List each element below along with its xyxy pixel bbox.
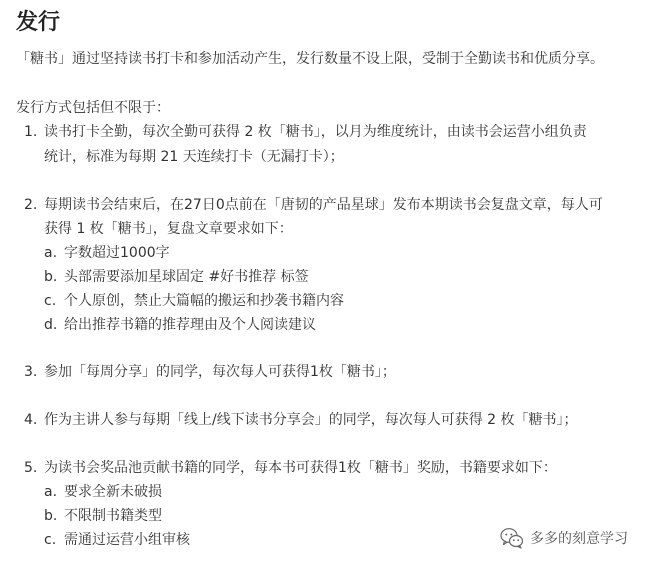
page-title: 发行 bbox=[16, 10, 61, 35]
intro-paragraph: 「糖书」通过坚持读书打卡和参加活动产生，发行数量不设上限，受制于全勤读书和优质分享。 bbox=[16, 51, 604, 67]
list-item-number: 5. bbox=[24, 460, 38, 476]
list-item-text-line: 为读书会奖品池贡献书籍的同学，每本书可获得1枚「糖书」奖励，书籍要求如下： bbox=[44, 460, 557, 476]
list-item-text-line: 统计，标准为每期 21 天连续打卡（无漏打卡）； bbox=[44, 149, 344, 165]
sub-item-text: 给出推荐书籍的推荐理由及个人阅读建议 bbox=[64, 317, 316, 333]
sub-item-text: 字数超过1000字 bbox=[64, 245, 170, 261]
sub-item-text: 不限制书籍类型 bbox=[64, 508, 162, 524]
watermark-text: 多多的刻意学习 bbox=[530, 531, 628, 547]
list-item-text-line: 获得 1 枚「糖书」，复盘文章要求如下： bbox=[44, 221, 293, 237]
sub-item-letter: b. bbox=[44, 508, 58, 524]
sub-item-letter: b. bbox=[44, 269, 58, 285]
sub-item-text: 头部需要添加星球固定 #好书推荐 标签 bbox=[64, 269, 309, 285]
list-item-text-line: 读书打卡全勤，每次全勤可获得 2 枚「糖书」，以月为维度统计，由读书会运营小组负责 bbox=[44, 124, 587, 140]
sub-item-letter: d. bbox=[44, 317, 58, 333]
sub-item-letter: c. bbox=[44, 532, 57, 548]
sub-item-letter: a. bbox=[44, 484, 58, 500]
methods-heading: 发行方式包括但不限于： bbox=[16, 100, 170, 116]
wechat-icon bbox=[500, 527, 524, 549]
list-item-number: 3. bbox=[24, 364, 38, 380]
list-item-text-line: 作为主讲人参与每期「线上/线下读书分享会」的同学，每次每人可获得 2 枚「糖书」； bbox=[44, 412, 578, 428]
list-item-number: 2. bbox=[24, 197, 38, 213]
sub-item-text: 个人原创，禁止大篇幅的搬运和抄袭书籍内容 bbox=[64, 293, 344, 309]
list-item-text-line: 每期读书会结束后，在27日0点前在「唐韧的产品星球」发布本期读书会复盘文章，每人可 bbox=[44, 197, 603, 213]
list-item-text-line: 参加「每周分享」的同学，每次每人可获得1枚「糖书」； bbox=[44, 364, 396, 380]
sub-item-letter: c. bbox=[44, 293, 57, 309]
sub-item-text: 需通过运营小组审核 bbox=[64, 532, 190, 548]
sub-item-text: 要求全新未破损 bbox=[64, 484, 162, 500]
watermark bbox=[500, 527, 628, 549]
sub-item-letter: a. bbox=[44, 245, 58, 261]
list-item-number: 1. bbox=[24, 124, 38, 140]
list-item-number: 4. bbox=[24, 412, 38, 428]
